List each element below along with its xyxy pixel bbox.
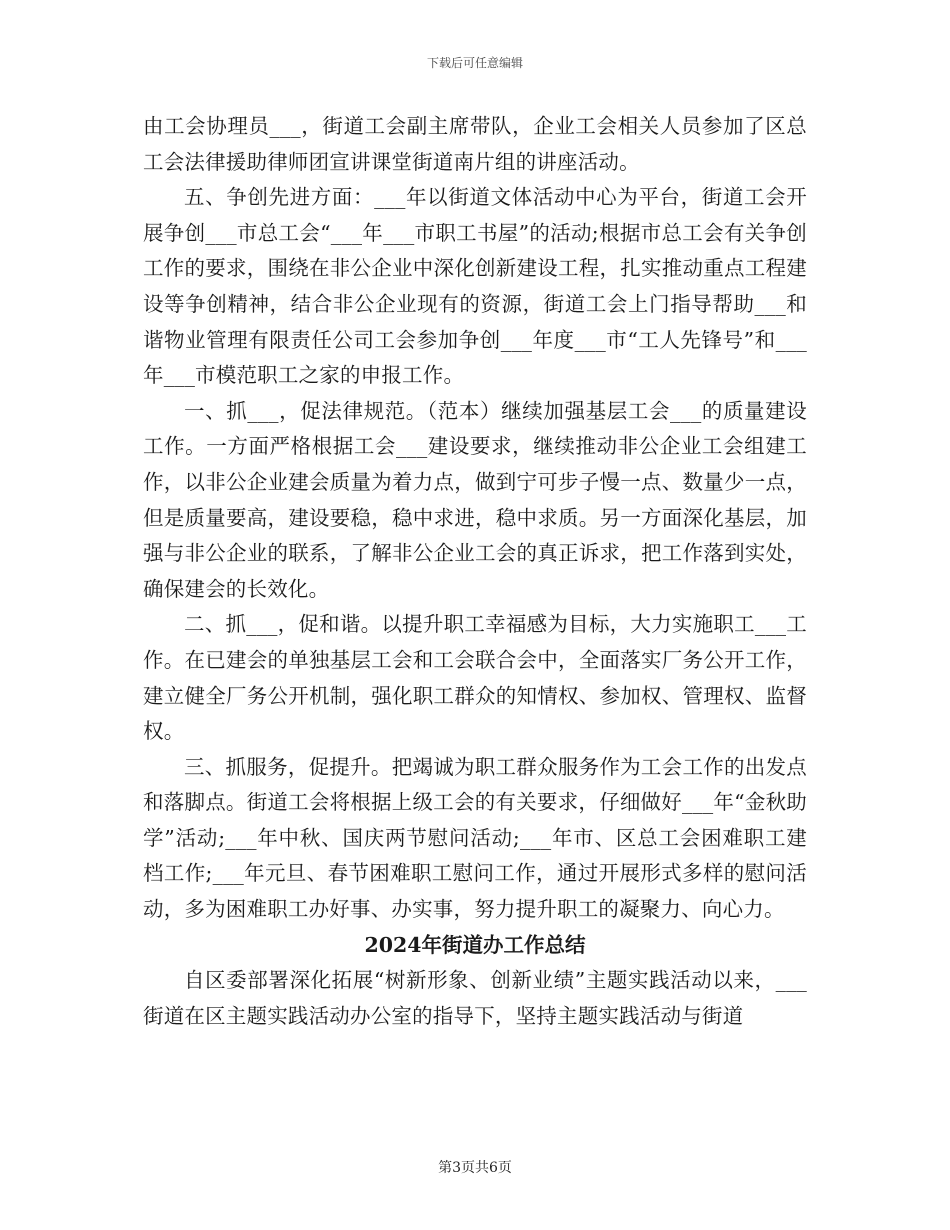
paragraph-point-three: 三、抓服务，促提升。把竭诚为职工群众服务作为工会工作的出发点和落脚点。街道工会将根据上级工会的有关要求，仔细做好___年“金秋助学”活动;___年中秋、国庆两节慰问活动;___年市、区总工会困难职工建档工作;___年元旦、春节困难职工慰问工作，通过开展形式多样的慰问活动，多为困难职工办好事、办实事，努力提升职工的凝聚力、向心力。 — [143, 754, 807, 922]
document-body — [143, 109, 807, 1034]
paragraph-point-two: 二、抓___，促和谐。以提升职工幸福感为目标，大力实施职工___工作。在已建会的单独基层工会和工会联合会中，全面落实厂务公开工作，建立健全厂务公开机制，强化职工群众的知情权、参加权、管理权、监督权。 — [143, 612, 807, 744]
paragraph-point-one: 一、抓___，促法律规范。（范本）继续加强基层工会___的质量建设工作。一方面严格根据工会___建设要求，继续推动非公企业工会组建工作，以非公企业建会质量为着力点，做到宁可步子慢一点、数量少一点，但是质量要高，建设要稳，稳中求进，稳中求质。另一方面深化基层，加强与非公企业的联系，了解非公企业工会的真正诉求，把工作落到实处，确保建会的长效化。 — [143, 398, 807, 601]
page-number: 第3页共6页 — [438, 1160, 512, 1176]
paragraph-summary-intro: 自区委部署深化拓展“树新形象、创新业绩”主题实践活动以来，___街道在区主题实践活动办公室的指导下，坚持主题实践活动与街道 — [143, 968, 807, 1028]
header-note: 下载后可任意编辑 — [426, 56, 523, 70]
section-heading: 2024年街道办工作总结 — [364, 932, 586, 957]
paragraph-advanced-section: 五、争创先进方面：___年以街道文体活动中心为平台，街道工会开展争创___市总工会“___年___市职工书屋”的活动;根据市总工会有关争创工作的要求，围绕在非公企业中深化创新建设工程，扎实推动重点工程建设等争创精神，结合非公企业现有的资源，街道工会上门指导帮助___和谐物业管理有限责任公司工会参加争创___年度___市“工人先锋号”和___年___市模范职工之家的申报工作。 — [143, 185, 807, 388]
paragraph-continuation: 由工会协理员___，街道工会副主席带队，企业工会相关人员参加了区总工会法律援助律师团宣讲课堂街道南片组的讲座活动。 — [143, 114, 807, 174]
